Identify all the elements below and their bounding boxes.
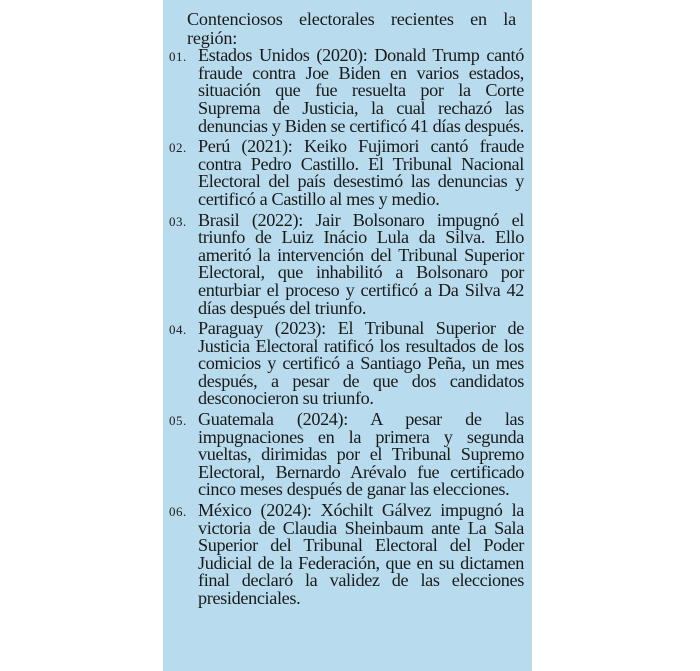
item-text: Estados Unidos (2020): Donald Trump cantó fraude contra Joe Biden en varios estados, situación que fue resuelta por la Corte Suprema de Justicia, la cual rechazó las denuncias y Biden se certificó 41 días después. xyxy=(198,45,524,136)
list-item xyxy=(169,138,524,208)
item-number: 01. xyxy=(169,49,187,65)
sidebar-box xyxy=(163,0,532,671)
list-item xyxy=(169,209,524,318)
item-number: 05. xyxy=(169,413,187,429)
list-item xyxy=(169,320,524,408)
box-intro: Contenciosos electorales recientes en la región: xyxy=(187,9,516,48)
item-number: 04. xyxy=(169,322,187,338)
list-item xyxy=(169,47,524,135)
item-text: México (2024): Xóchilt Gálvez impugnó la victoria de Claudia Sheinbaum ante La Sala Superior del Tribunal Electoral del Poder Judicial de la Federación, que en su dictamen final declaró la validez de las elecciones presidenciales. xyxy=(198,500,524,608)
item-text: Paraguay (2023): El Tribunal Superior de Justicia Electoral ratificó los resultados de los comicios y certificó a Santiago Peña, un mes después, a pesar de que dos candidatos desconocieron su triunfo. xyxy=(198,318,524,409)
item-number: 02. xyxy=(169,140,187,156)
item-number: 03. xyxy=(169,213,187,229)
list-item xyxy=(169,502,524,608)
item-text: Brasil (2022): Jair Bolsonaro impugnó el triunfo de Luiz Inácio Lula da Silva. Ello ameritó la intervención del Tribunal Superior Electoral, que inhabilitó a Bolsonaro por enturbiar el proceso y certificó a Da Silva 42 días después del triunfo. xyxy=(198,209,524,318)
contest-list xyxy=(169,47,524,607)
list-item xyxy=(169,411,524,499)
item-number: 06. xyxy=(169,504,187,520)
item-text: Perú (2021): Keiko Fujimori cantó fraude contra Pedro Castillo. El Tribunal Nacional Electoral del país desestimó las denuncias y certificó a Castillo al mes y medio. xyxy=(198,136,524,209)
item-text: Guatemala (2024): A pesar de las impugnaciones en la primera y segunda vueltas, dirimidas por el Tribunal Supremo Electoral, Bernardo Arévalo fue certificado cinco meses después de ganar las elecciones. xyxy=(198,409,524,500)
